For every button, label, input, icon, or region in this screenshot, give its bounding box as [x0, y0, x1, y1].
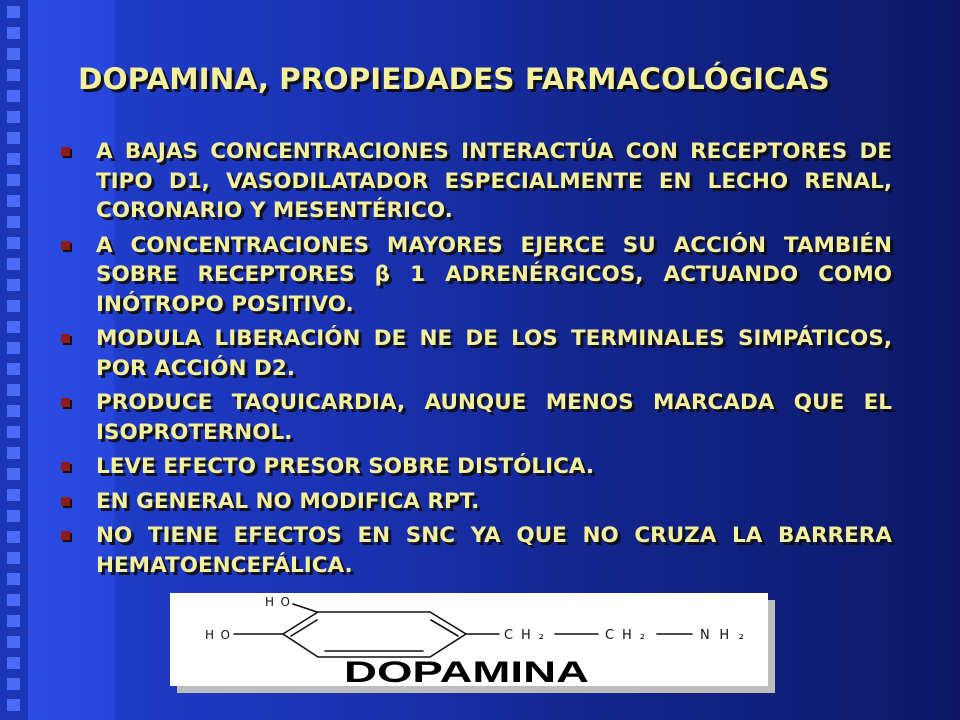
decorative-square-column — [7, 6, 20, 714]
bullet-square-icon — [61, 531, 70, 540]
hydroxyl-left-label: HO — [205, 628, 230, 642]
structure-caption: DOPAMINA — [344, 656, 589, 686]
bullet-text: PRODUCE TAQUICARDIA, AUNQUE MENOS MARCADA QUE EL ISOPROTERNOL. — [96, 390, 892, 445]
bullet-square-icon — [61, 398, 70, 407]
bullet-text: A CONCENTRACIONES MAYORES EJERCE SU ACCIÓN TAMBIÉN SOBRE RECEPTORES β 1 ADRENÉRGICOS, ACTUANDO COMO INÓTROPO POSITIVO. — [96, 232, 892, 317]
bullet-square-icon — [61, 334, 70, 343]
bullet-square-icon — [61, 241, 70, 250]
ring-double-bond — [431, 620, 458, 636]
methylene-label: CH₂ — [605, 628, 645, 643]
bullet-item — [96, 324, 892, 383]
dopamine-structure-drawing — [170, 593, 768, 686]
methylene-label: CH₂ — [504, 628, 544, 643]
bullet-text: A BAJAS CONCENTRACIONES INTERACTÚA CON RECEPTORES DE TIPO D1, VASODILATADOR ESPECIALMENTE EN LECHO RENAL, CORONARIO Y MESENTÉRICO. — [96, 139, 892, 223]
bullet-square-icon — [61, 497, 70, 506]
bullet-item — [96, 452, 892, 482]
bullet-text: LEVE EFECTO PRESOR SOBRE DISTÓLICA. — [96, 454, 595, 479]
bullet-item — [96, 388, 892, 447]
ring-double-bond — [291, 620, 317, 636]
bullet-square-icon — [61, 147, 70, 156]
hydroxyl-top-label: HO — [265, 595, 290, 609]
bullet-text: NO TIENE EFECTOS EN SNC YA QUE NO CRUZA LA BARRERA HEMATOENCEFÁLICA. — [96, 523, 892, 578]
hydroxyl-top-bond — [293, 604, 317, 612]
bullet-item — [96, 137, 892, 226]
dopamine-structure-image — [170, 593, 768, 686]
bullet-item — [96, 231, 892, 320]
bullet-item — [96, 521, 892, 580]
bullet-text: MODULA LIBERACIÓN DE NE DE LOS TERMINALES SIMPÁTICOS, POR ACCIÓN D2. — [96, 326, 892, 381]
amine-label: NH₂ — [700, 628, 744, 643]
bullet-item — [96, 487, 892, 517]
bullet-list — [96, 137, 892, 585]
bullet-text: EN GENERAL NO MODIFICA RPT. — [96, 488, 480, 514]
slide-title: DOPAMINA, PROPIEDADES FARMACOLÓGICAS — [78, 62, 830, 96]
bullet-square-icon — [61, 462, 70, 471]
